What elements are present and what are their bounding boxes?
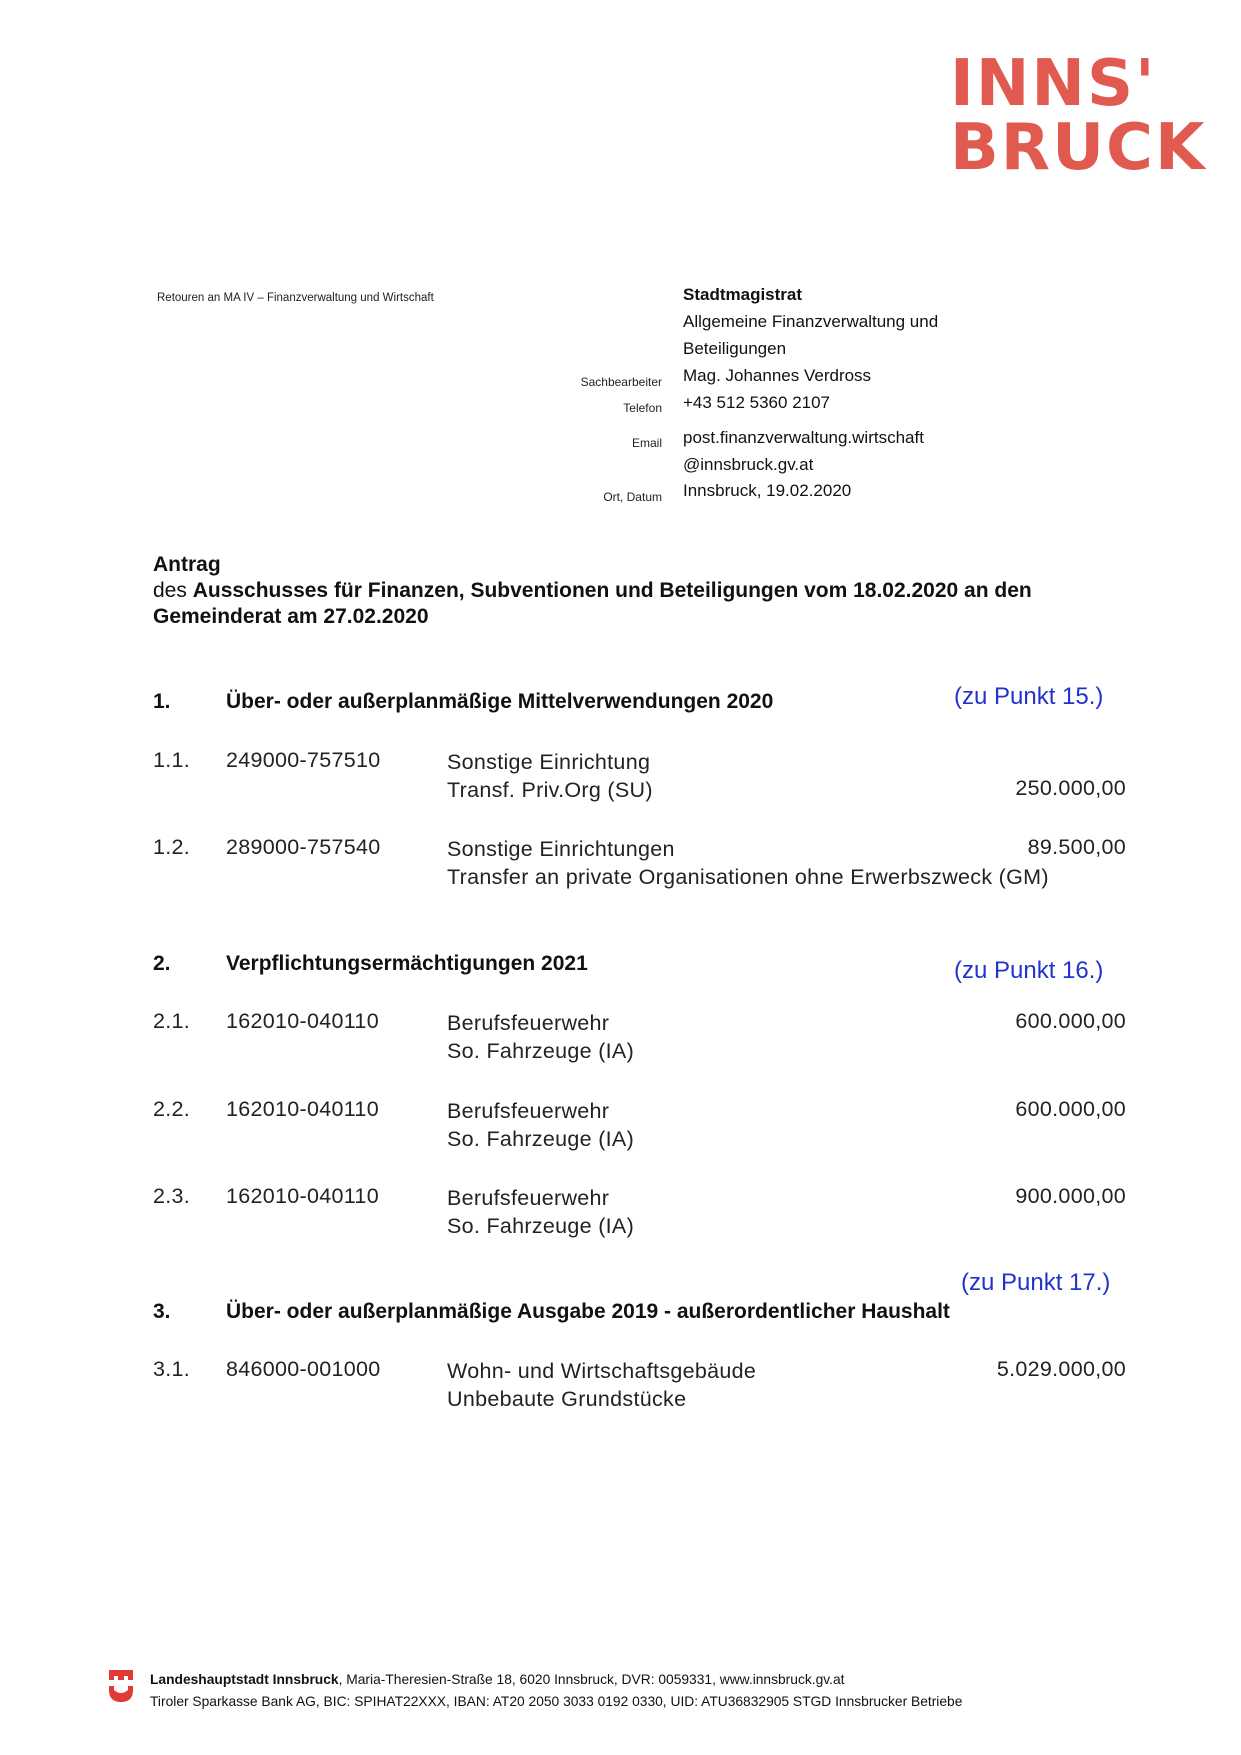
city-coat-of-arms-icon [107, 1668, 135, 1704]
footer-line-1: Landeshauptstadt Innsbruck, Maria-Theresien-Straße 18, 6020 Innsbruck, DVR: 0059331, www.innsbruck.gv.at [150, 1672, 845, 1687]
council-date: Gemeinderat am 27.02.2020 [153, 605, 429, 628]
item-3-1-amount: 5.029.000,00 [996, 1357, 1126, 1381]
item-2-3-code: 162010-040110 [226, 1184, 379, 1208]
item-2-1-code: 162010-040110 [226, 1009, 379, 1033]
item-1-2-desc: Sonstige Einrichtungen Transfer an private Organisationen ohne Erwerbszweck (GM) [447, 837, 1049, 889]
antrag-title: Antrag [153, 553, 221, 576]
dept-line-2: Allgemeine Finanzverwaltung und [683, 312, 939, 331]
document-heading [153, 552, 1153, 630]
innsbruck-logo [950, 47, 1207, 185]
item-2-1-desc: Berufsfeuerwehr So. Fahrzeuge (IA) [447, 1011, 635, 1063]
item-1-2-code: 289000-757540 [226, 835, 381, 859]
clerk-label: Sachbearbeiter [580, 375, 662, 389]
item-1-2-amount: 89.500,00 [1027, 835, 1126, 859]
dept-line-3: Beteiligungen [683, 339, 787, 358]
dept-title: Stadtmagistrat [683, 285, 803, 304]
heading-line-2: des Ausschusses für Finanzen, Subventionen und Beteiligungen vom 18.02.2020 an den [153, 579, 1032, 602]
committee-name: Ausschusses für Finanzen, Subventionen und Beteiligungen vom 18.02.2020 an den [192, 579, 1032, 602]
logo-line-1: INNS' [950, 47, 1157, 121]
item-2-3-number: 2.3. [153, 1184, 191, 1208]
email-label: Email [631, 436, 662, 450]
return-address: Retouren an MA IV – Finanzverwaltung und Wirtschaft [157, 292, 434, 304]
section-3-title: Über- oder außerplanmäßige Ausgabe 2019 - außerordentlicher Haushalt [226, 1300, 950, 1323]
item-1-1-number: 1.1. [153, 748, 191, 772]
clerk-name: Mag. Johannes Verdross [683, 366, 872, 385]
phone-label: Telefon [623, 401, 662, 415]
item-2-3-desc: Berufsfeuerwehr So. Fahrzeuge (IA) [447, 1186, 635, 1238]
footer-line-2: Tiroler Sparkasse Bank AG, BIC: SPIHAT22XXX, IBAN: AT20 2050 3033 0192 0330, UID: ATU36832905 STGD Innsbrucker Betriebe [150, 1694, 963, 1709]
item-2-2-code: 162010-040110 [226, 1097, 379, 1121]
section-1-punkt: (zu Punkt 15.) [954, 683, 1104, 710]
section-1-title: Über- oder außerplanmäßige Mittelverwendungen 2020 [226, 690, 774, 713]
logo-line-2: BRUCK [950, 111, 1207, 185]
email-line-2: @innsbruck.gv.at [683, 455, 814, 474]
phone-number: +43 512 5360 2107 [683, 393, 831, 412]
item-3-1-desc: Wohn- und Wirtschaftsgebäude Unbebaute Grundstücke [447, 1359, 757, 1411]
section-3-number: 3. [153, 1300, 171, 1323]
coat-of-arms-bottom [109, 1686, 133, 1702]
item-2-2-desc: Berufsfeuerwehr So. Fahrzeuge (IA) [447, 1099, 635, 1151]
section-2-punkt: (zu Punkt 16.) [954, 957, 1104, 984]
coat-of-arms-top [109, 1670, 133, 1680]
section-2-title: Verpflichtungsermächtigungen 2021 [226, 952, 588, 975]
email-line-1: post.finanzverwaltung.wirtschaft [683, 428, 924, 447]
item-3-1-code: 846000-001000 [226, 1357, 381, 1381]
item-1-2-number: 1.2. [153, 835, 191, 859]
place-date: Innsbruck, 19.02.2020 [683, 481, 852, 500]
section-2-number: 2. [153, 952, 171, 975]
section-3-punkt: (zu Punkt 17.) [961, 1269, 1111, 1296]
section-1-number: 1. [153, 690, 171, 713]
item-2-3-amount: 900.000,00 [1015, 1184, 1126, 1208]
item-2-1-number: 2.1. [153, 1009, 191, 1033]
place-date-label: Ort, Datum [603, 490, 662, 504]
item-2-1-amount: 600.000,00 [1015, 1009, 1126, 1033]
item-3-1-number: 3.1. [153, 1357, 191, 1381]
item-1-1-desc: Sonstige Einrichtung Transf. Priv.Org (SU) [447, 750, 653, 802]
item-1-1-amount: 250.000,00 [1015, 776, 1126, 800]
item-2-2-number: 2.2. [153, 1097, 191, 1121]
item-2-2-amount: 600.000,00 [1015, 1097, 1126, 1121]
item-1-1-code: 249000-757510 [226, 748, 381, 772]
